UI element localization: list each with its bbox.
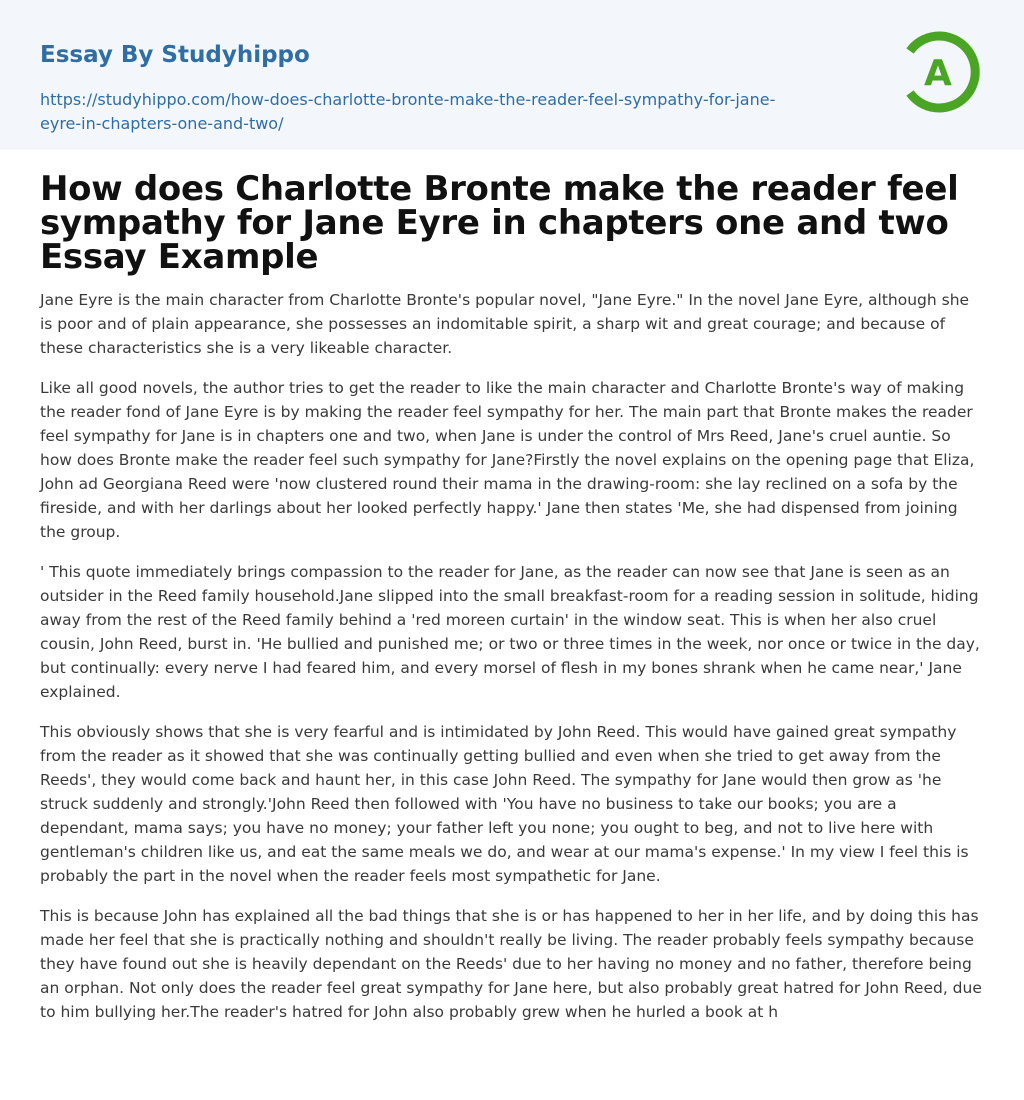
logo-a-icon[interactable] bbox=[898, 29, 984, 115]
site-brand[interactable]: Essay By Studyhippo bbox=[40, 42, 310, 68]
article-paragraph: ' This quote immediately brings compassion to the reader for Jane, as the reader can now see that Jane is seen as an outsider in the Reed family household.Jane slipped into the small breakfast-room for a reading session in solitude, hiding away from the rest of the Reed family behind a 'red moreen curtain' in the window seat. This is when her also cruel cousin, John Reed, burst in. 'He bullied and punished me; or two or three times in the week, nor once or twice in the day, but continually: every nerve I had feared him, and every morsel of flesh in my bones shrank when he came near,' Jane explained. bbox=[40, 563, 980, 701]
article-paragraph: This obviously shows that she is very fearful and is intimidated by John Reed. This would have gained great sympathy from the reader as it showed that she was continually getting bullied and even when she tried to get away from the Reeds', they would come back and haunt her, in this case John Reed. The sympathy for Jane would then grow as 'he struck suddenly and strongly.'John Reed then followed with 'You have no business to take our books; you are a dependant, mama says; you have no money; your father left you none; you ought to beg, and not to live here with gentleman's children like us, and eat the same meals we do, and wear at our mama's expense.' In my view I feel this is probably the part in the novel when the reader feels most sympathetic for Jane. bbox=[40, 723, 969, 885]
site-header bbox=[0, 0, 1024, 150]
article-paragraph: This is because John has explained all the bad things that she is or has happened to her in her life, and by doing this has made her feel that she is practically nothing and shouldn't really be living. The reader probably feels sympathy because they have found out she is heavily dependant on the Reeds' due to her having no money and no father, therefore being an orphan. Not only does the reader feel great sympathy for Jane here, but also probably great hatred for John Reed, due to him bullying her.The reader's hatred for John also probably grew when he hurled a book at h bbox=[40, 907, 982, 1021]
logo-letter: A bbox=[924, 53, 952, 94]
article-paragraph: Jane Eyre is the main character from Charlotte Bronte's popular novel, "Jane Eyre." In the novel Jane Eyre, although she is poor and of plain appearance, she possesses an indomitable spirit, a sharp wit and great courage; and because of these characteristics she is a very likeable character. bbox=[40, 291, 970, 357]
article-title: How does Charlotte Bronte make the reader feel sympathy for Jane Eyre in chapters one and two Essay Example bbox=[40, 169, 959, 277]
article-paragraph: Like all good novels, the author tries to get the reader to like the main character and Charlotte Bronte's way of making the reader fond of Jane Eyre is by making the reader feel sympathy for her. The main part that Bronte makes the reader feel sympathy for Jane is in chapters one and two, when Jane is under the control of Mrs Reed, Jane's cruel auntie. So how does Bronte make the reader feel such sympathy for Jane?Firstly the novel explains on the opening page that Eliza, John ad Georgiana Reed were 'now clustered round their mama in the drawing-room: she lay reclined on a sofa by the fireside, and with her darlings about her looked perfectly happy.' Jane then states 'Me, she had dispensed from joining the group. bbox=[40, 379, 975, 541]
source-url-link[interactable]: https://studyhippo.com/how-does-charlotte-bronte-make-the-reader-feel-sympathy-for-jane-eyre-in-chapters-one-and-two/ bbox=[40, 90, 776, 133]
article bbox=[0, 150, 1024, 1024]
